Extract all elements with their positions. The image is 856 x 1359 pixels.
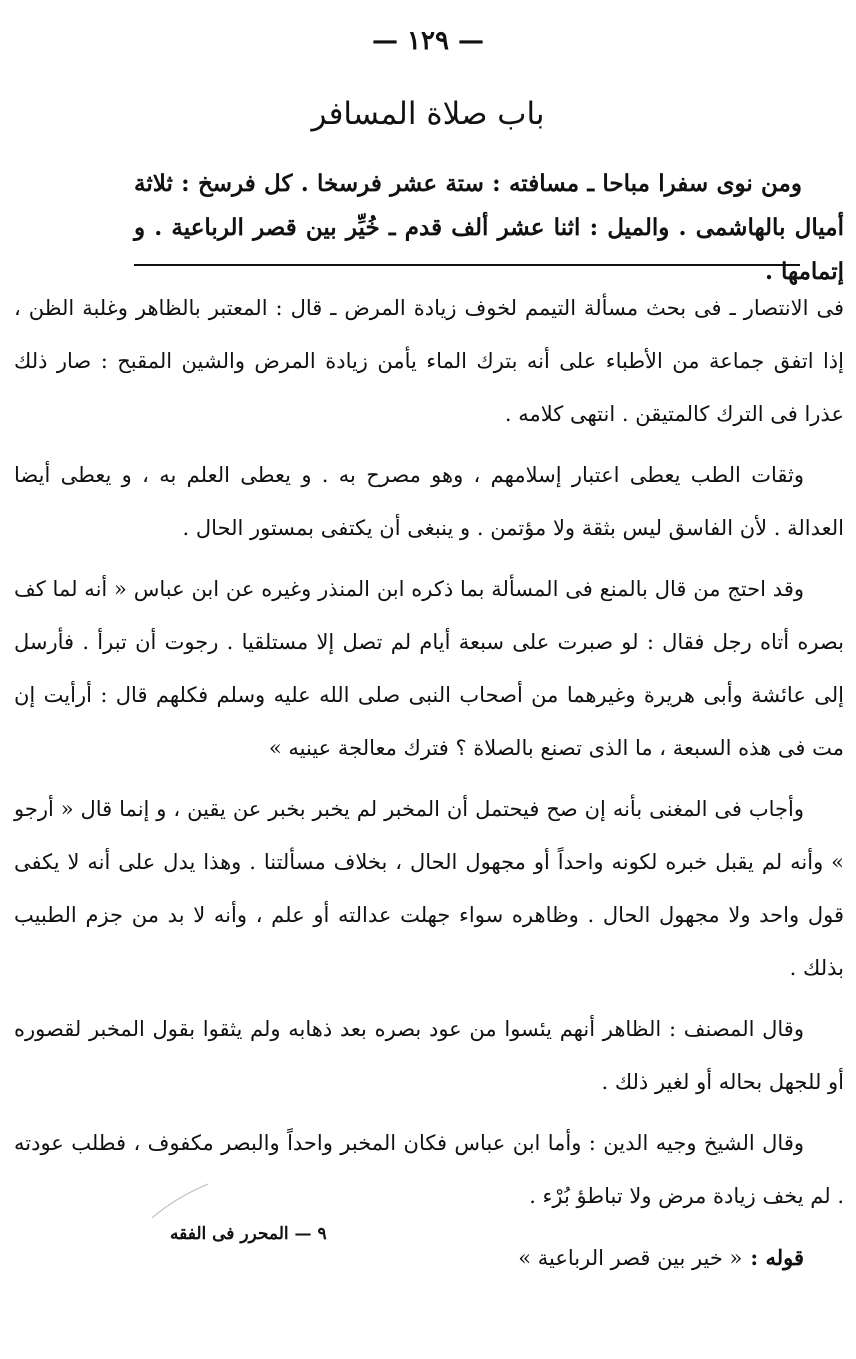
commentary-paragraph: وقال المصنف : الظاهر أنهم يئسوا من عود بصره بعد ذهابه ولم يثقوا بقول المخبر لقصوره أو للجهل بحاله أو لغير ذلك . — [14, 1017, 844, 1094]
commentary-paragraph: وقال الشيخ وجيه الدين : وأما ابن عباس فكان المخبر واحداً والبصر مكفوف ، فطلب عودته . لم يخف زيادة مرض ولا تباطؤ بُرْء . — [14, 1131, 844, 1208]
signature-line: ٩ — المحرر فى الفقه — [170, 1224, 327, 1244]
lemma-label: قوله : — [750, 1245, 804, 1270]
main-text-block — [134, 162, 844, 294]
commentary-paragraph: وأجاب فى المغنى بأنه إن صح فيحتمل أن المخبر لم يخبر بخبر عن يقين ، و إنما قال « أرجو » وأنه لم يقبل خبره لكونه واحداً أو مجهول الحال ، بخلاف مسألتنا . وهذا يدل على أنه لا يكفى قول واحد ولا مجهول الحال . وظاهره سواء جهلت عدالته أو علم ، وأنه لا بد من جزم الطبيب بذلك . — [14, 797, 844, 980]
lemma-line — [14, 1231, 844, 1285]
paper-scratch-mark — [150, 1180, 210, 1220]
section-divider — [134, 264, 800, 266]
commentary-block — [14, 282, 844, 1285]
page-number: — ١٢٩ — — [371, 26, 485, 56]
commentary-paragraph: وقد احتج من قال بالمنع فى المسألة بما ذكره ابن المنذر وغيره عن ابن عباس « أنه لما كف بصره أتاه رجل فقال : لو صبرت على سبعة أيام لم تصل إلا مستلقيا . رجوت أن تبرأ . فأرسل إلى عائشة وأبى هريرة وغيرهما من أصحاب النبى صلى الله عليه وسلم فكلهم قال : أرأيت إن مت فى هذه السبعة ، ما الذى تصنع بالصلاة ؟ فترك معالجة عينيه » — [14, 577, 844, 760]
lemma-text: « خير بين قصر الرباعية » — [518, 1246, 743, 1270]
commentary-paragraph: وثقات الطب يعطى اعتبار إسلامهم ، وهو مصرح به . و يعطى العلم به ، و يعطى أيضا العدالة . لأن الفاسق ليس بثقة ولا مؤتمن . و ينبغى أن يكتفى بمستور الحال . — [14, 463, 844, 540]
main-text-paragraph: ومن نوى سفرا مباحا ـ مسافته : ستة عشر فرسخا . كل فرسخ : ثلاثة أميال بالهاشمى . والميل : اثنا عشر ألف قدم ـ خُيِّر بين قصر الرباعية . و إتمامها . — [134, 170, 844, 285]
commentary-paragraph: فى الانتصار ـ فى بحث مسألة التيمم لخوف زيادة المرض ـ قال : المعتبر بالظاهر وغلبة الظن ، إذا اتفق جماعة من الأطباء على أنه بترك الماء يأمن زيادة المرض والشين المقبح : صار ذلك عذرا فى الترك كالمتيقن . انتهى كلامه . — [14, 296, 844, 426]
chapter-title: باب صلاة المسافر — [311, 96, 545, 132]
